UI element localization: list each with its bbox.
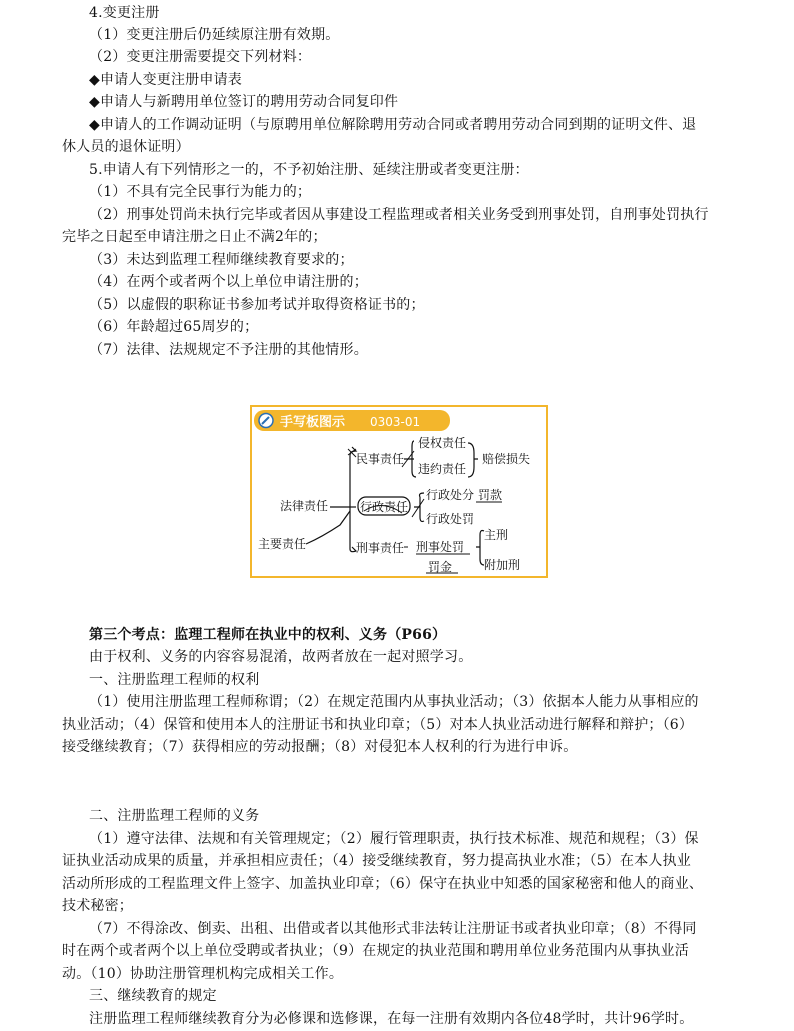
education-text: 注册监理工程师继续教育分为必修课和选修课，在每一注册有效期内各位48学时，共计96学时。 (89, 1011, 694, 1027)
criminal-penalty-label: 刑事处罚 (416, 540, 465, 554)
duties-text: 证执业活动成果的质量，并承担相应责任；（4）接受继续教育，努力提高执业水准；（5）在本人执业 (62, 853, 692, 869)
civil-responsibility-label: 民事责任 (356, 452, 405, 466)
bullet-transfer-proof-cont: 休人员的退休证明） (62, 139, 190, 155)
duties-text: 时在两个或者两个以上单位受聘或者执业；（9）在规定的执业范围和聘用单位业务范围内从事执业活 (62, 943, 689, 959)
duties-text: （7）不得涂改、倒卖、出租、出借或者以其他形式非法转让注册证书或者执业印章；（8）不得同 (89, 921, 697, 937)
rights-title: 一、注册监理工程师的权利 (89, 672, 260, 688)
part-3-intro: 由于权利、义务的内容容易混淆，故两者放在一起对照学习。 (89, 649, 473, 665)
section-4-item-1: （1）变更注册后仍延续原注册有效期。 (89, 27, 340, 43)
section-4-title: 4.变更注册 (89, 5, 160, 21)
bullet-labor-contract: ◆申请人与新聘用单位签订的聘用劳动合同复印件 (89, 94, 399, 110)
rights-text: （1）使用注册监理工程师称谓；（2）在规定范围内从事执业活动；（3）依据本人能力从事相应的 (89, 694, 699, 710)
duties-text: 活动所形成的工程监理文件上签字、加盖执业印章；（6）保守在执业中知悉的国家秘密和他人的商业、 (62, 876, 704, 892)
education-title: 三、继续教育的规定 (89, 988, 217, 1004)
compensation-label: 赔偿损失 (482, 452, 531, 466)
part-3-title: 第三个考点：监理工程师在执业中的权利、义务（P66） (89, 627, 447, 643)
section-5-item: （6）年龄超过65周岁的； (89, 319, 259, 335)
admin-penalty-label: 行政处罚 (426, 512, 475, 526)
admin-responsibility-label: 行政责任 (360, 500, 409, 514)
section-5-item: （2）刑事处罚尚未执行完毕或者因从事建设工程监理或者相关业务受到刑事处罚，自刑事处罚执行 (89, 207, 709, 223)
diagram-header-code: 0303-01 (370, 415, 421, 429)
tort-liability-label: 侵权责任 (418, 436, 467, 450)
duties-text: 技术秘密； (62, 898, 133, 914)
breach-liability-label: 违约责任 (418, 462, 467, 476)
fine-label: 罚款 (478, 488, 503, 502)
section-5-item: （7）法律、法规规定不予注册的其他情形。 (89, 342, 368, 358)
duties-title: 二、注册监理工程师的义务 (89, 808, 260, 824)
section-5-item: 完毕之日起至申请注册之日止不满2年的； (62, 229, 327, 245)
criminal-fine-label: 罚金 (428, 560, 453, 574)
section-5-item: （3）未达到监理工程师继续教育要求的； (89, 252, 354, 268)
duties-text: （1）遵守法律、法规和有关管理规定；（2）履行管理职责，执行技术标准、规范和规程；（3）保 (89, 831, 699, 847)
section-4-item-2: （2）变更注册需要提交下列材料： (89, 49, 312, 65)
bullet-application-form: ◆申请人变更注册申请表 (89, 72, 242, 88)
bullet-transfer-proof: ◆申请人的工作调动证明（与原聘用单位解除聘用劳动合同或者聘用劳动合同到期的证明文件、退 (89, 117, 697, 133)
principal-penalty-label: 主刑 (484, 528, 509, 542)
admin-sanction-label: 行政处分 (426, 488, 475, 502)
section-5-item: （4）在两个或者两个以上单位申请注册的； (89, 274, 368, 290)
section-5-item: （1）不具有完全民事行为能力的； (89, 184, 312, 200)
rights-text: 接受继续教育；（7）获得相应的劳动报酬；（8）对侵犯本人权利的行为进行申诉。 (62, 739, 578, 755)
handwriting-diagram (250, 405, 548, 578)
diagram-header-title: 手写板图示 (280, 415, 346, 430)
main-responsibility-label: 主要责任 (258, 537, 307, 551)
legal-responsibility-label: 法律责任 (280, 499, 329, 513)
supplementary-penalty-label: 附加刑 (484, 558, 521, 572)
section-5-title: 5.申请人有下列情形之一的，不予初始注册、延续注册或者变更注册： (89, 162, 529, 178)
rights-text: 执业活动；（4）保管和使用本人的注册证书和执业印章；（5）对本人执业活动进行解释和辩护；（6） (62, 717, 694, 733)
criminal-responsibility-label: 刑事责任 (356, 541, 405, 555)
section-5-item: （5）以虚假的职称证书参加考试并取得资格证书的； (89, 297, 425, 313)
duties-text: 动。（10）协助注册管理机构完成相关工作。 (62, 966, 344, 982)
